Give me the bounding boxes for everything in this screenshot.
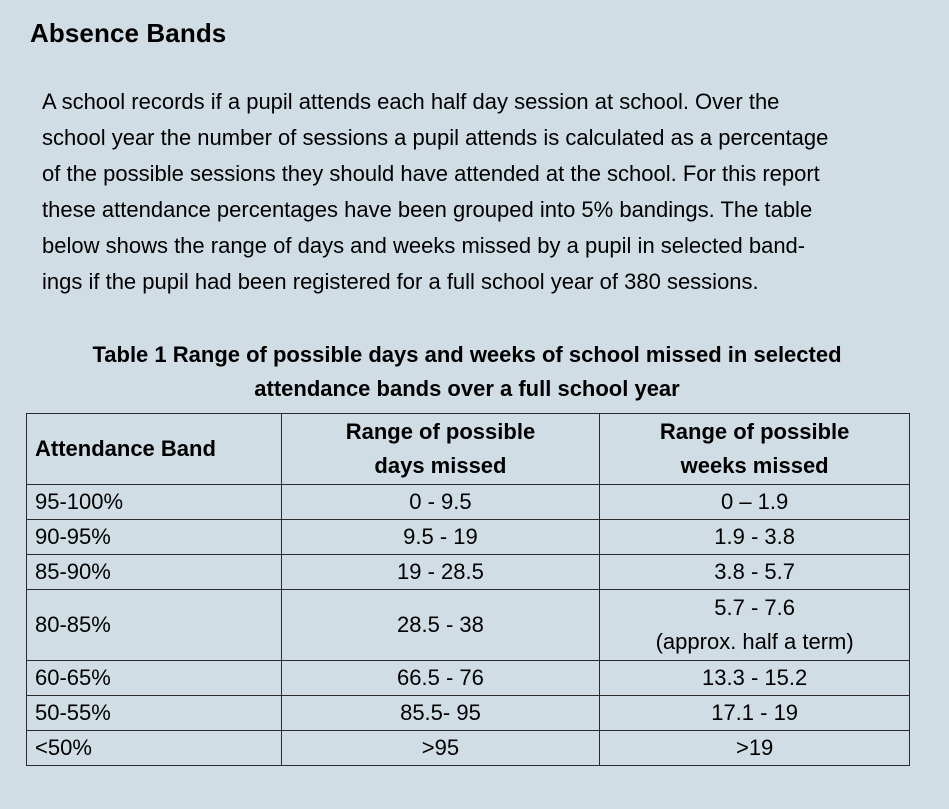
cell-band: <50%: [27, 731, 282, 766]
table-row: [27, 485, 910, 520]
intro-line: of the possible sessions they should have attended at the school. For this report: [42, 161, 820, 186]
table-row: [27, 590, 910, 661]
page-heading: Absence Bands: [30, 18, 227, 48]
table-caption: [0, 338, 934, 406]
cell-weeks: 1.9 - 3.8: [600, 520, 910, 555]
caption-line: Table 1 Range of possible days and weeks of school missed in selected: [92, 342, 842, 367]
header-weeks-line: weeks missed: [680, 453, 829, 478]
cell-weeks: 0 – 1.9: [600, 485, 910, 520]
intro-paragraph: [42, 84, 942, 300]
table-row: [27, 731, 910, 766]
intro-line: ings if the pupil had been registered for a full school year of 380 sessions.: [42, 269, 759, 294]
cell-days: 9.5 - 19: [281, 520, 600, 555]
header-weeks-missed: [600, 414, 910, 485]
intro-line: below shows the range of days and weeks missed by a pupil in selected band-: [42, 233, 806, 258]
table-header-row: [27, 414, 910, 485]
cell-days: >95: [281, 731, 600, 766]
cell-weeks-value: 5.7 - 7.6: [714, 595, 795, 620]
cell-days: 19 - 28.5: [281, 555, 600, 590]
cell-band: 90-95%: [27, 520, 282, 555]
cell-days: 66.5 - 76: [281, 661, 600, 696]
cell-weeks: [600, 590, 910, 661]
header-days-line: days missed: [374, 453, 507, 478]
intro-line: school year the number of sessions a pupil attends is calculated as a percentage: [42, 125, 829, 150]
cell-weeks-note: (approx. half a term): [655, 629, 854, 654]
cell-band: 95-100%: [27, 485, 282, 520]
table-row: [27, 696, 910, 731]
intro-line: these attendance percentages have been grouped into 5% bandings. The table: [42, 197, 813, 222]
header-days-line: Range of possible: [345, 419, 536, 444]
intro-line: A school records if a pupil attends each half day session at school. Over the: [42, 89, 780, 114]
table-row: [27, 661, 910, 696]
cell-band: 85-90%: [27, 555, 282, 590]
cell-weeks: >19: [600, 731, 910, 766]
table-row: [27, 555, 910, 590]
cell-days: 85.5- 95: [281, 696, 600, 731]
cell-weeks: 17.1 - 19: [600, 696, 910, 731]
cell-weeks: 3.8 - 5.7: [600, 555, 910, 590]
cell-band: 80-85%: [27, 590, 282, 661]
header-attendance-band: Attendance Band: [27, 414, 282, 485]
cell-weeks: 13.3 - 15.2: [600, 661, 910, 696]
absence-bands-table: [26, 413, 910, 766]
header-days-missed: [281, 414, 600, 485]
cell-days: 28.5 - 38: [281, 590, 600, 661]
cell-band: 60-65%: [27, 661, 282, 696]
header-weeks-line: Range of possible: [659, 419, 850, 444]
cell-days: 0 - 9.5: [281, 485, 600, 520]
cell-band: 50-55%: [27, 696, 282, 731]
caption-line: attendance bands over a full school year: [254, 376, 680, 401]
table-row: [27, 520, 910, 555]
